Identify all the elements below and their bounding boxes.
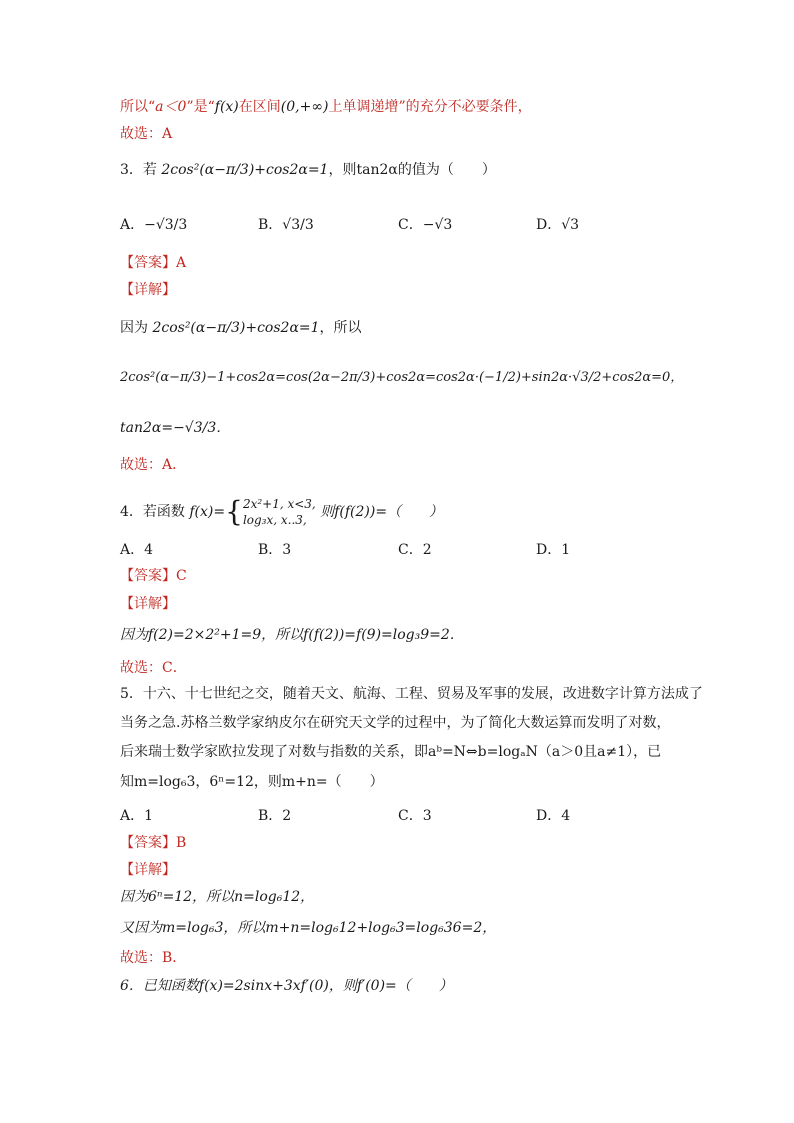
q5-step1: 因为6ⁿ=12，所以n=log₆12， (120, 889, 315, 905)
q3-step1 (120, 318, 362, 338)
q5-option-d: D．4 (536, 808, 571, 824)
q2-text: ”是“ (186, 99, 215, 115)
q3-stem-suffix: ，则tan2α的值为（ ） (328, 162, 496, 178)
q4-stem-prefix: 4．若函数 (120, 504, 185, 520)
q4-piece-2: log₃x, x..3, (242, 513, 307, 527)
q2-math: a＜0 (155, 99, 187, 115)
q5-step2: 又因为m=log₆3，所以m+n=log₆12+log₆3=log₆36=2， (120, 920, 497, 936)
q3-choice: 故选：A． (120, 457, 187, 473)
q2-text: 所以“ (120, 99, 156, 115)
q6-stem: 6．已知函数f(x)=2sinx+3xf′(0)，则f′(0)=（ ） (120, 978, 453, 994)
q4-brace: { (225, 495, 243, 528)
q3-stem-prefix: 3．若 (120, 162, 157, 178)
q2-math: f(x) (214, 99, 239, 115)
q4-option-c: C．2 (398, 542, 432, 558)
q4-stem-suffix: 则f(f(2))=（ ） (320, 504, 444, 520)
q5-choice: 故选：B． (120, 950, 187, 966)
q5-option-a: A．1 (120, 808, 154, 824)
q3-step1-prefix: 因为 (120, 320, 148, 336)
q5-option-c: C．3 (398, 808, 432, 824)
q4-step1: 因为f(2)=2×2²+1=9，所以f(f(2))=f(9)=log₃9=2． (120, 627, 464, 643)
q3-option-d: D．√3 (536, 217, 580, 233)
q3-step3: tan2α=−√3/3． (120, 420, 231, 436)
q3-stem (120, 160, 496, 180)
q4-answer: 【答案】C (120, 568, 187, 584)
q2-math: (0,+∞) (280, 99, 329, 115)
q3-step1-suffix: ，所以 (319, 320, 362, 336)
q3-step1-expression: 2cos²(α−π/3)+cos2α=1 (152, 320, 320, 336)
q4-piecewise (243, 496, 316, 528)
q4-stem (120, 496, 443, 528)
q2-conclusion (120, 97, 532, 117)
q5-detail-label: 【详解】 (120, 862, 176, 878)
q4-option-d: D．1 (536, 542, 571, 558)
q3-option-b: B．√3/3 (258, 217, 314, 233)
q2-text: 上单调递增”的充分不必要条件， (328, 99, 532, 115)
q5-line-3: 后来瑞士数学家欧拉发现了对数与指数的关系，即aᵇ=N⇔b=logₐN（a＞0且a≠1），已 (120, 744, 662, 760)
q3-step2: 2cos²(α−π/3)−1+cos2α=cos(2α−2π/3)+cos2α=cos2α·(−1/2)+sin2α·√3/2+cos2α=0， (120, 370, 684, 385)
q3-stem-expression: 2cos²(α−π/3)+cos2α=1 (161, 162, 329, 178)
q2-choice: 故选：A (120, 126, 173, 142)
q5-line-2: 当务之急.苏格兰数学家纳皮尔在研究天文学的过程中，为了简化大数运算而发明了对数， (120, 715, 671, 731)
q3-option-c: C．−√3 (398, 217, 453, 233)
q4-detail-label: 【详解】 (120, 596, 176, 612)
q4-option-b: B．3 (258, 542, 292, 558)
q4-piece-1: 2x²+1, x<3, (242, 497, 316, 511)
q2-text: 在区间 (238, 99, 281, 115)
q4-choice: 故选：C． (120, 660, 187, 676)
q3-detail-label: 【详解】 (120, 282, 176, 298)
q3-answer: 【答案】A (120, 255, 187, 271)
q5-option-b: B．2 (258, 808, 292, 824)
q4-function-name: f(x)= (189, 504, 226, 520)
q5-line-1: 5．十六、十七世纪之交，随着天文、航海、工程、贸易及军事的发展，改进数字计算方法成了 (120, 686, 703, 702)
q3-option-a: A．−√3/3 (120, 217, 188, 233)
q4-option-a: A．4 (120, 542, 154, 558)
q5-line-4: 知m=log₆3，6ⁿ=12，则m+n=（ ） (120, 774, 384, 790)
q5-answer: 【答案】B (120, 835, 187, 851)
